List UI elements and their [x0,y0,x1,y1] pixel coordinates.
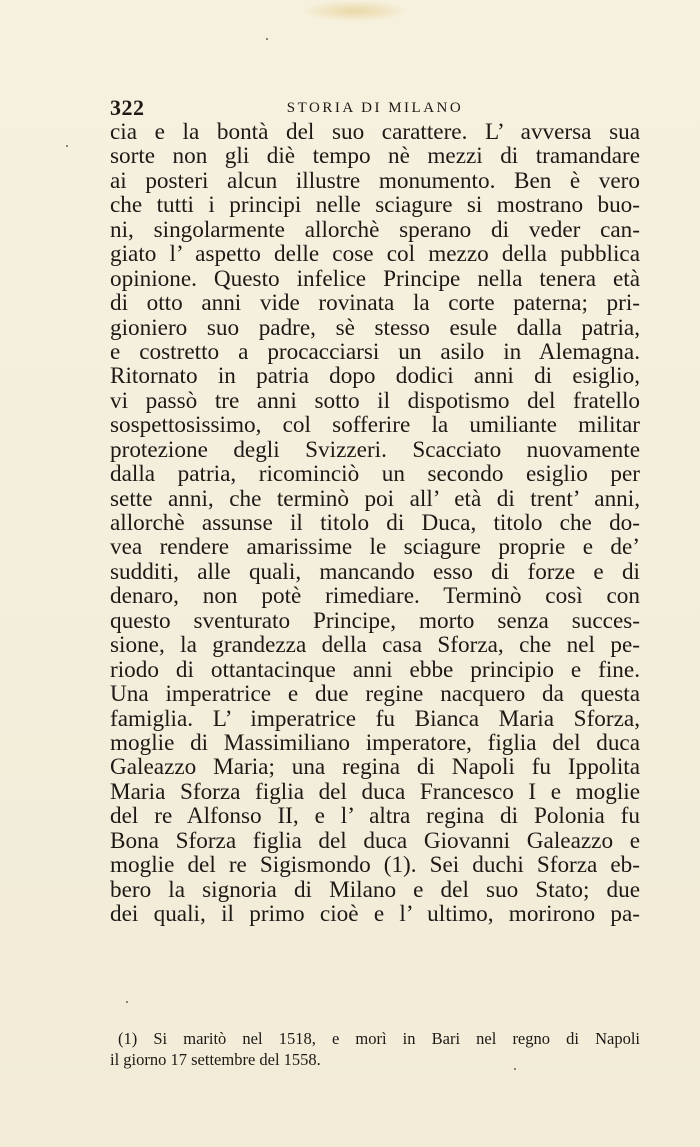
text-line: famiglia. L’ imperatrice fu Bianca Maria Sforza, [110,706,640,731]
text-line: questo sventurato Principe, morto senza succes- [110,608,640,634]
text-line: ai posteri alcun illustre monumento. Ben è vero [110,168,640,194]
text-line: Galeazzo Maria; una regina di Napoli fu Ippolita [110,755,640,780]
text-line: Una imperatrice e due regine nacquero da questa [110,682,640,707]
text-line: che tutti i principi nelle sciagure si mostrano buo- [110,193,640,218]
text-line: sospettosissimo, col sofferire la umiliante militar [110,413,640,438]
text-line: sione, la grandezza della casa Sforza, che nel pe- [110,633,640,658]
footnote-line: il giorno 17 settembre del 1558. [110,1050,321,1069]
text-line: opinione. Questo infelice Principe nella tenera età [110,266,640,292]
text-line: vi passò tre anni sotto il dispotismo del fratello [110,388,640,414]
text-line: Maria Sforza figlia del duca Francesco I e moglie [110,779,640,805]
running-title: STORIA DI MILANO [286,100,464,116]
text-line: dei quali, il primo cioè e l’ ultimo, morirono pa- [110,902,640,927]
text-line: bero la signoria di Milano e del suo Stato; due [110,877,640,902]
page-header [110,95,640,121]
body-text [110,120,640,926]
paper-speck [514,1068,516,1070]
text-line: dalla patria, ricominciò un secondo esiglio per [110,462,640,487]
text-line: vea rendere amarissime le sciagure proprie e de’ [110,535,640,560]
text-line: Bona Sforza figlia del duca Giovanni Galeazzo e [110,828,640,854]
text-line: sorte non gli diè tempo nè mezzi di tramandare [110,144,640,169]
text-line: di otto anni vide rovinata la corte paterna; pri- [110,291,640,316]
paper-speck [66,145,68,147]
paper-speck [266,38,268,40]
text-line: ni, singolarmente allorchè sperano di veder can- [110,217,640,243]
text-line: denaro, non potè rimediare. Terminò così con [110,584,640,609]
text-line: Ritornato in patria dopo dodici anni di esiglio, [110,364,640,389]
text-line: moglie di Massimiliano imperatore, figlia del duca [110,730,640,756]
paper-stain [300,0,410,22]
text-line: moglie del re Sigismondo (1). Sei duchi Sforza eb- [110,853,640,878]
text-line: sudditi, alle quali, mancando esso di forze e di [110,559,640,585]
text-line: del re Alfonso II, e l’ altra regina di Polonia fu [110,804,640,829]
paper-speck [126,1001,128,1003]
text-line: allorchè assunse il titolo di Duca, titolo che do- [110,511,640,536]
page-number: 322 [110,95,145,120]
text-line: protezione degli Svizzeri. Scacciato nuovamente [110,437,640,463]
text-line: gioniero suo padre, sè stesso esule dalla patria, [110,315,640,340]
text-line: e costretto a procacciarsi un asilo in Alemagna. [110,339,640,365]
text-line: giato l’ aspetto delle cose col mezzo della pubblica [110,242,640,267]
footnote [110,1028,640,1070]
text-line: riodo di ottantacinque anni ebbe principio e fine. [110,657,640,683]
text-line: sette anni, che terminò poi all’ età di trent’ anni, [110,486,640,511]
footnote-line: (1) Si maritò nel 1518, e morì in Bari nel regno di Napoli [118,1029,640,1048]
text-line: cia e la bontà del suo carattere. L’ avversa sua [110,120,640,145]
